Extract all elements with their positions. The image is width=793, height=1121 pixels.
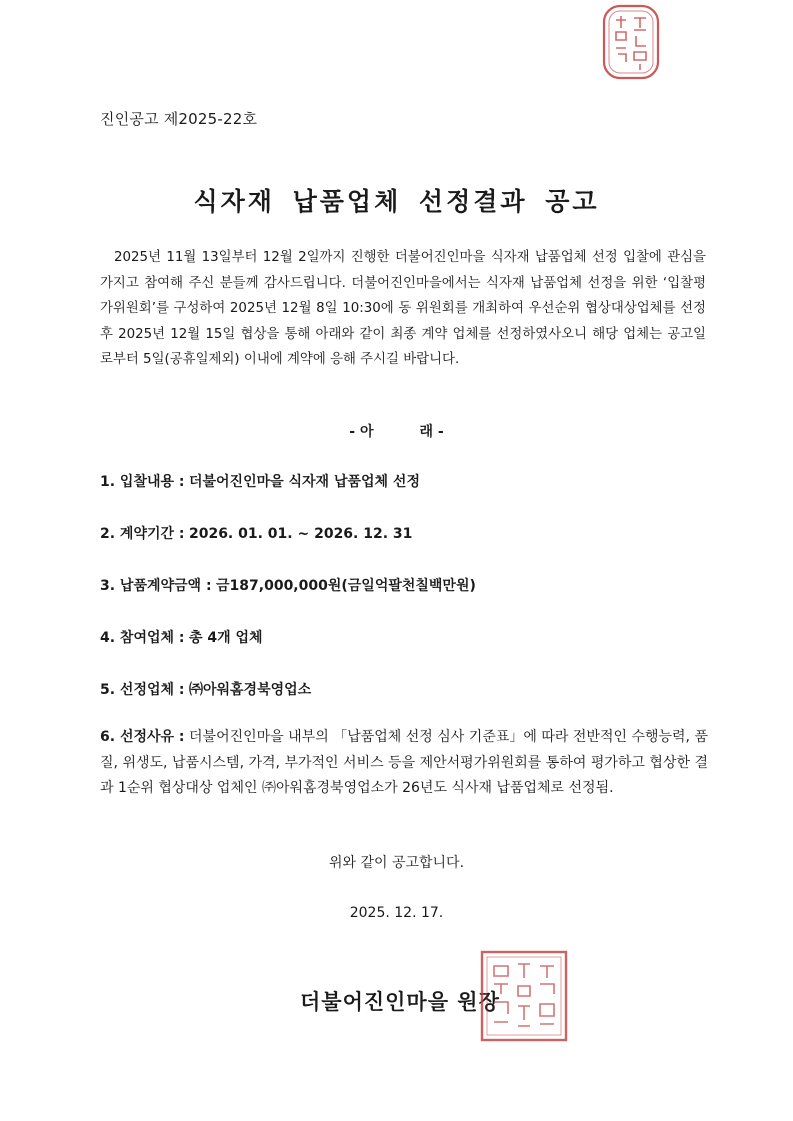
below-marker bbox=[0, 421, 793, 441]
item-selection-reason bbox=[100, 725, 708, 802]
item-selected-company bbox=[100, 679, 708, 699]
item-label: 5. 선정업체 : bbox=[100, 682, 185, 698]
intro-paragraph: 2025년 11월 13일부터 12월 2일까지 진행한 더불어진인마을 식자재 납품업체 선정 입찰에 관심을 가지고 참여해 주신 분들께 감사드립니다. 더불어진인마을에서는 식자재 납품업체 선정을 위한 ‘입찰평가위원회’를 구성하여 2025년 12월 8일 10:30에 동 위원회를 개최하여 우선순위 협상대상업체를 선정 후 2025년 12월 15일 협상을 통해 아래와 같이 최종 계약 업체를 선정하였사오니 해당 업체는 공고일로부터 5일(공휴일제외) 이내에 계약에 응해 주시길 바랍니다. bbox=[100, 250, 706, 368]
item-contract-amount bbox=[100, 575, 708, 595]
item-value: 더불어진인마을 식자재 납품업체 선정 bbox=[188, 474, 420, 490]
page-title: 식자재 납품업체 선정결과 공고 bbox=[193, 187, 600, 216]
item-contract-period bbox=[100, 523, 708, 543]
item-value: ㈜아워홈경북영업소 bbox=[188, 682, 312, 698]
item-label: 3. 납품계약금액 : bbox=[100, 578, 212, 594]
item-value: 총 4개 업체 bbox=[188, 630, 263, 646]
notice-date: 2025. 12. 17. bbox=[349, 905, 444, 921]
signature-line: 더불어진인마을 원장 bbox=[300, 990, 500, 1014]
official-seal-bottom bbox=[478, 948, 570, 1044]
item-label: 2. 계약기간 : bbox=[100, 526, 185, 542]
item-participants bbox=[100, 627, 708, 647]
notice-number: 진인공고 제2025-22호 bbox=[100, 110, 258, 128]
below-marker-left: - 아 bbox=[349, 424, 374, 440]
official-seal-top bbox=[600, 2, 662, 82]
item-value: 더불어진인마을 내부의 「납품업체 선정 심사 기준표」에 따라 전반적인 수행능력, 품질, 위생도, 납품시스템, 가격, 부가적인 서비스 등을 제안서평가위원회를 통하여 평가하고 협상한 결과 1순위 협상대상 업체인 ㈜아워홈경북영업소가 26년도 식사재 납품업체로 선정됨. bbox=[100, 729, 708, 797]
below-marker-right: 래 - bbox=[419, 424, 444, 440]
item-value: 금187,000,000원(금일억팔천칠백만원) bbox=[216, 578, 476, 594]
item-label: 6. 선정사유 : bbox=[100, 729, 185, 745]
item-label: 4. 참여업체 : bbox=[100, 630, 185, 646]
item-bid-content bbox=[100, 471, 708, 491]
closing-statement: 위와 같이 공고합니다. bbox=[328, 855, 465, 871]
item-label: 1. 입찰내용 : bbox=[100, 474, 185, 490]
item-value: 2026. 01. 01. ~ 2026. 12. 31 bbox=[188, 526, 413, 542]
